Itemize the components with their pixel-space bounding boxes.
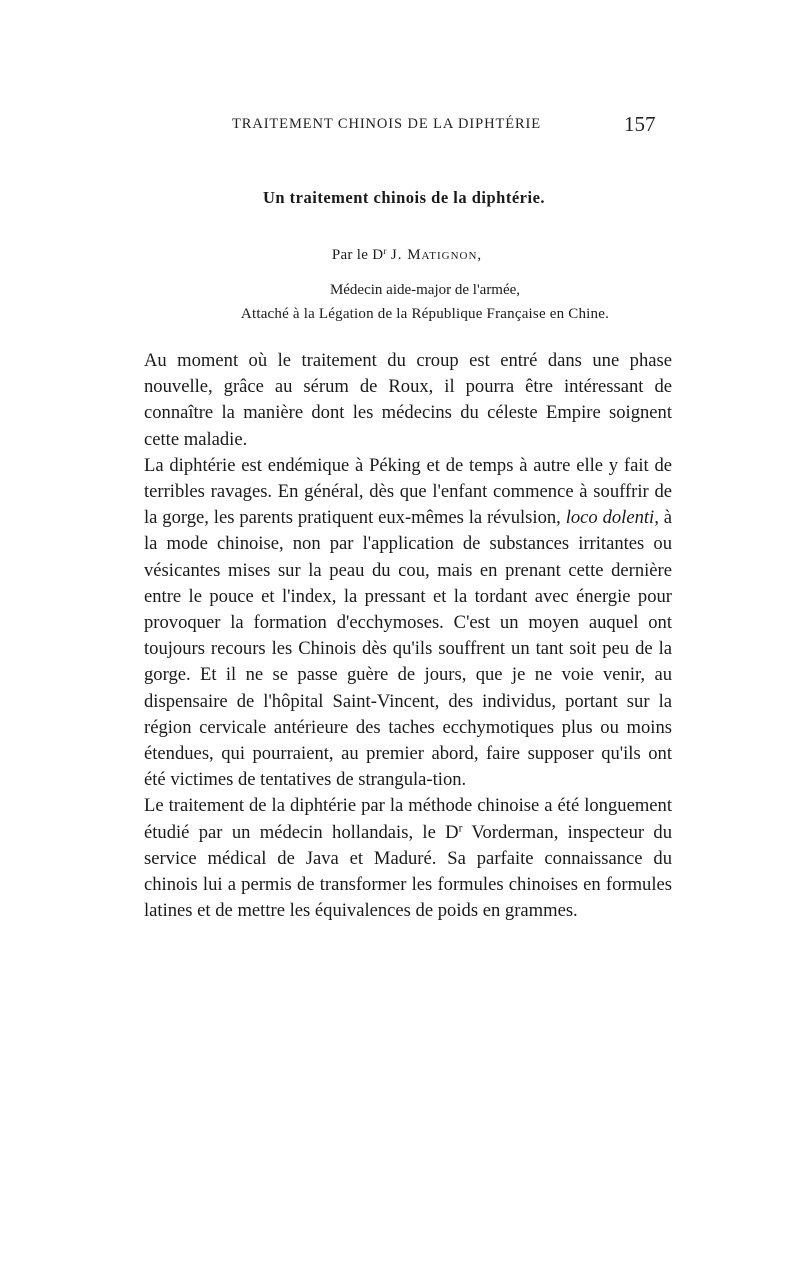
author-name: J. Matignon, bbox=[390, 247, 483, 263]
paragraph-3 bbox=[144, 793, 672, 924]
byline-prefix: Par le D bbox=[331, 247, 384, 263]
paragraph-2-italic: loco dolenti, bbox=[565, 507, 659, 529]
article-title: Un traitement chinois de la diphtérie. bbox=[262, 188, 546, 207]
paragraph-3-superscript: r bbox=[458, 822, 463, 835]
author-affiliation-legation: Attaché à la Légation de la République Française en Chine. bbox=[240, 306, 610, 322]
article-body bbox=[144, 348, 672, 924]
running-head: TRAITEMENT CHINOIS DE LA DIPHTÉRIE bbox=[232, 116, 542, 132]
paragraph-3-text-b: Vorderman, inspecteur du service médical de Java et Maduré. Sa parfaite connaissance du chinois lui a permis de transformer les formules chinoises en formules latines et de mettre les équivalences de poids en grammes. bbox=[144, 821, 672, 922]
paragraph-2-text-a: La diphtérie est endémique à Péking et de temps à autre elle y fait de terribles ravages. En général, dès que l'enfant commence à souffrir de la gorge, les parents pratiquent eux-mêmes la révulsion, bbox=[144, 454, 672, 529]
paragraph-2-text-b: à la mode chinoise, non par l'application de substances irritantes ou vésicantes mises sur la peau du cou, mais en prenant cette dernière entre le pouce et l'index, la pressant et la tordant avec énergie pour provoquer la formation d'ecchymoses. C'est un moyen auquel ont toujours recours les Chinois dès qu'ils souffrent un tant soit peu de la gorge. Et il ne se passe guère de jours, que je ne voie venir, au dispensaire de l'hôpital Saint-Vincent, des individus, portant sur la région cervicale antérieure des taches ecchymotiques plus ou moins étendues, qui pourraient, au premier abord, faire supposer qu'ils ont été victimes de tentatives de strangula-tion. bbox=[144, 507, 672, 791]
paragraph-1 bbox=[144, 348, 672, 453]
author-byline bbox=[0, 247, 800, 264]
paragraph-3-text-a: Le traitement de la diphtérie par la méthode chinoise a été longuement étudié par un médecin hollandais, le D bbox=[144, 795, 672, 843]
byline-superscript: r bbox=[383, 246, 387, 257]
paragraph-1-text: Au moment où le traitement du croup est entré dans une phase nouvelle, grâce au sérum de Roux, il pourra être intéressant de connaître la manière dont les médecins du céleste Empire soignent cette maladie. bbox=[144, 350, 672, 450]
paragraph-2 bbox=[144, 453, 672, 794]
author-affiliation-rank: Médecin aide-major de l'armée, bbox=[329, 282, 521, 298]
page-number: 157 bbox=[624, 112, 656, 136]
